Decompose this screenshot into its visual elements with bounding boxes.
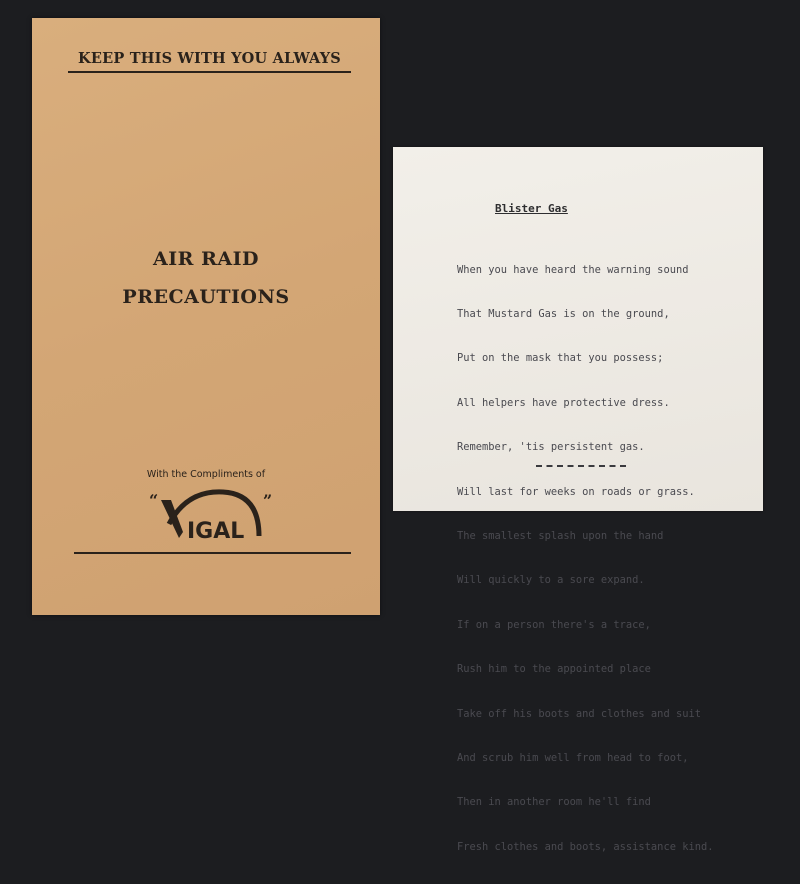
poem-line: Then in another room he'll find bbox=[457, 796, 651, 809]
typed-poem-sheet bbox=[393, 147, 763, 853]
poem-line: If on a person there's a trace, bbox=[457, 618, 651, 631]
svg-text:IGAL: IGAL bbox=[187, 519, 245, 542]
vigal-logo bbox=[147, 484, 277, 542]
footer-rule bbox=[74, 552, 351, 554]
poem-line: Will quickly to a sore expand. bbox=[457, 574, 645, 587]
svg-text:”: ” bbox=[263, 491, 273, 510]
compliments-text: With the Compliments of bbox=[146, 469, 266, 480]
poem-line: Put on the mask that you possess; bbox=[457, 352, 664, 365]
poem-line: Will last for weeks on roads or grass. bbox=[457, 485, 695, 498]
poem-line: The smallest splash upon the hand bbox=[457, 529, 664, 542]
poem-line: When you have heard the warning sound bbox=[457, 263, 689, 276]
header-rule bbox=[68, 71, 351, 73]
svg-text:“: “ bbox=[149, 491, 159, 510]
poem-body bbox=[457, 233, 713, 884]
air-raid-booklet bbox=[32, 18, 380, 615]
booklet-title-line1: AIR RAID bbox=[153, 248, 259, 270]
poem-line: Rush him to the appointed place bbox=[457, 663, 651, 676]
booklet-header: KEEP THIS WITH YOU ALWAYS bbox=[78, 50, 341, 67]
poem-title: Blister Gas bbox=[495, 202, 568, 215]
typed-dash-rule bbox=[536, 465, 626, 467]
poem-line: Take off his boots and clothes and suit bbox=[457, 707, 701, 720]
poem-line: All helpers have protective dress. bbox=[457, 396, 670, 409]
booklet-title-line2: PRECAUTIONS bbox=[122, 286, 290, 308]
poem-line: That Mustard Gas is on the ground, bbox=[457, 307, 670, 320]
poem-line: Fresh clothes and boots, assistance kind. bbox=[457, 840, 714, 853]
poem-line: And scrub him well from head to foot, bbox=[457, 751, 689, 764]
poem-line: Remember, 'tis persistent gas. bbox=[457, 441, 645, 454]
